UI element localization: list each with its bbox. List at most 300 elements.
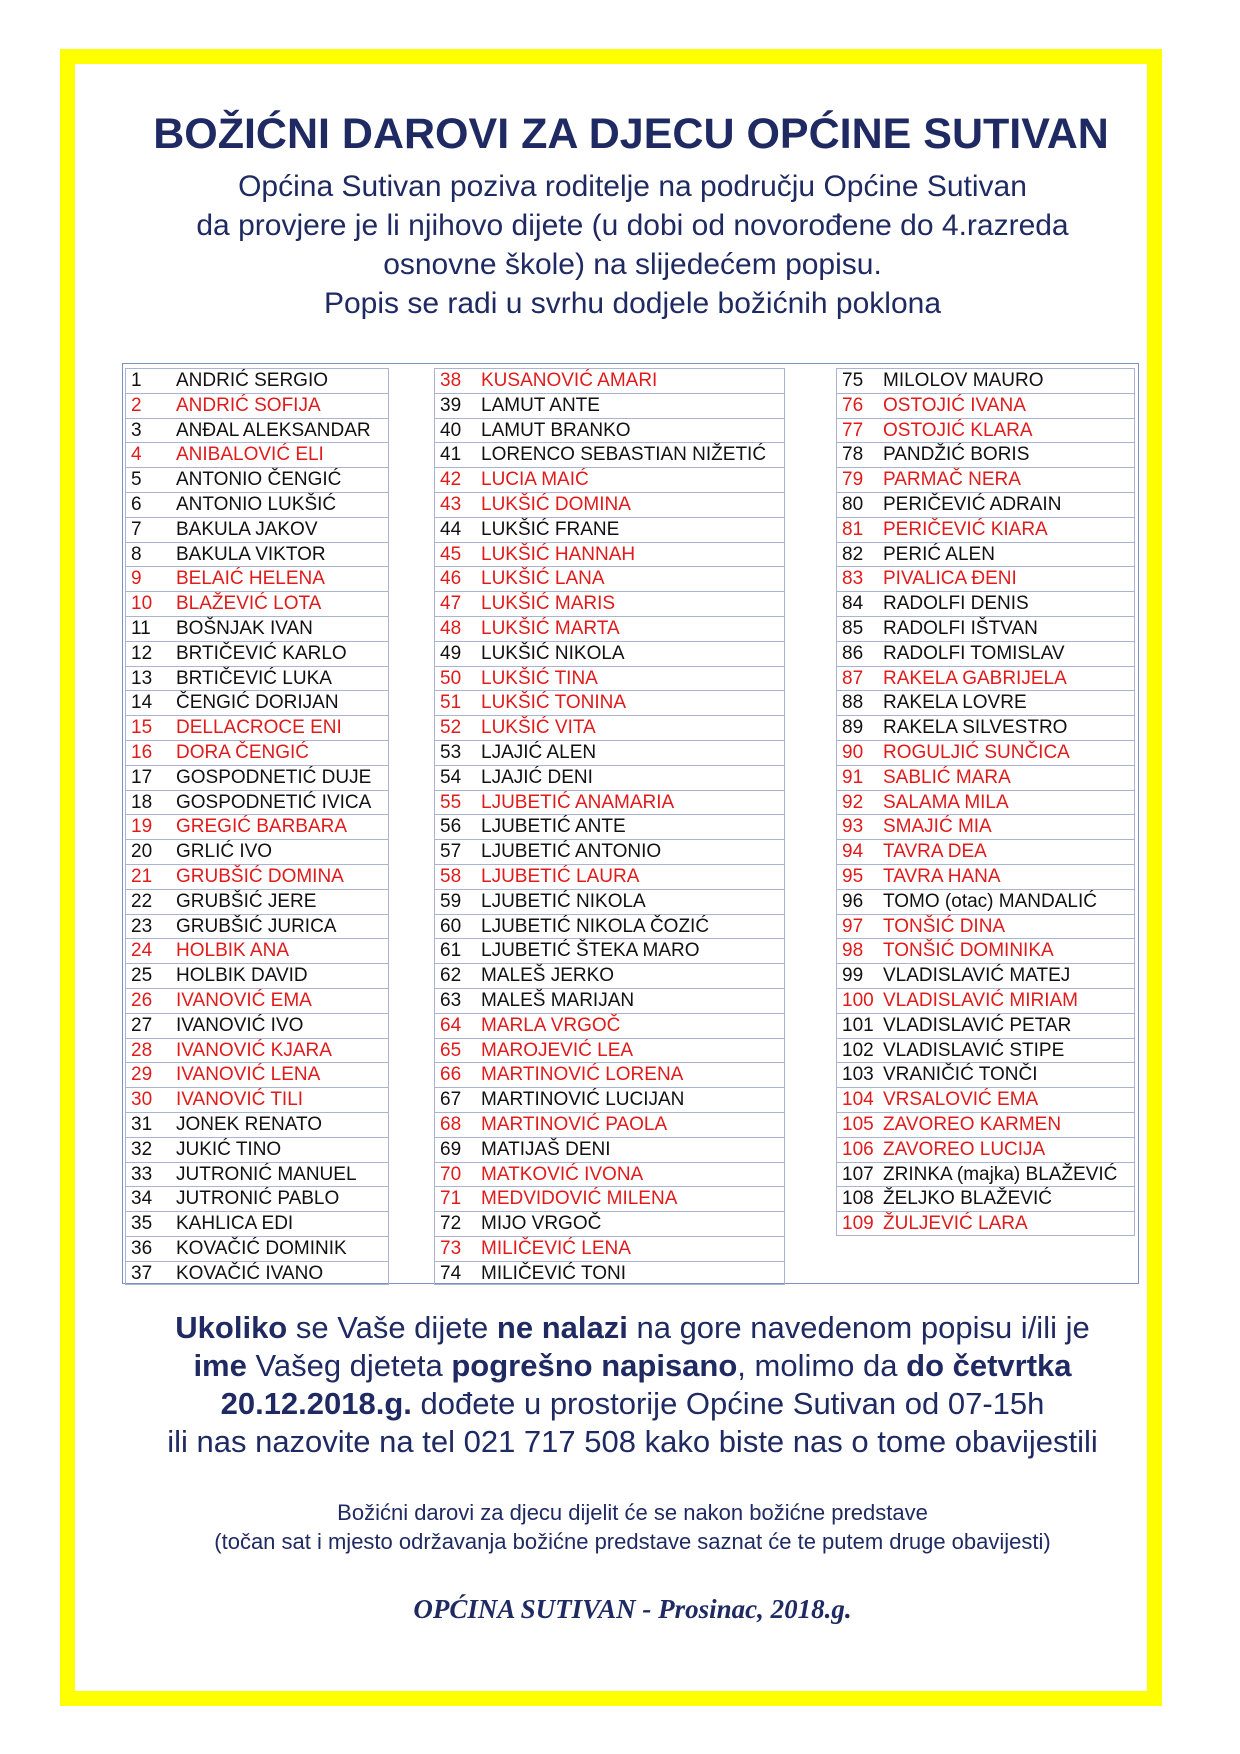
list-item	[836, 666, 1135, 691]
list-item-number: 68	[440, 1113, 462, 1135]
list-item-number: 99	[842, 965, 864, 987]
list-item-number: 36	[131, 1237, 153, 1259]
list-item-number: 38	[440, 370, 462, 391]
list-item-number: 6	[131, 493, 142, 515]
list-item	[125, 914, 389, 939]
list-item-number: 35	[131, 1213, 153, 1235]
list-item-name: ANDRIĆ SOFIJA	[176, 394, 321, 416]
list-item-name: IVANOVIĆ TILI	[176, 1089, 304, 1111]
list-item-name: DORA ČENGIĆ	[176, 741, 310, 763]
list-item-number: 39	[440, 394, 462, 416]
list-item-name: IVANOVIĆ IVO	[176, 1014, 304, 1036]
list-item-name: IVANOVIĆ EMA	[176, 989, 312, 1011]
list-item-name: MILIČEVIĆ LENA	[481, 1237, 631, 1259]
list-item	[434, 1236, 785, 1261]
list-item-number: 91	[842, 766, 864, 788]
list-item-name: JUKIĆ TINO	[176, 1138, 282, 1160]
list-item-name: HOLBIK DAVID	[176, 965, 308, 987]
list-item-number: 17	[131, 766, 153, 788]
footer-signature: OPĆINA SUTIVAN - Prosinac, 2018.g.	[413, 1594, 852, 1624]
list-item-name: ROGULJIĆ SUNČICA	[883, 741, 1070, 763]
list-item-number: 55	[440, 791, 462, 813]
list-item-number: 49	[440, 642, 462, 664]
list-item-number: 2	[131, 394, 142, 416]
list-item-number: 61	[440, 940, 462, 962]
list-item-name: ANTONIO ČENGIĆ	[176, 469, 342, 491]
list-item	[434, 1137, 785, 1162]
list-item-name: MILOLOV MAURO	[883, 370, 1044, 391]
list-item	[434, 566, 785, 591]
list-item-number: 67	[440, 1089, 462, 1111]
list-item	[434, 467, 785, 492]
list-item	[434, 1112, 785, 1137]
list-item	[125, 1137, 389, 1162]
list-item	[125, 839, 389, 864]
info-line-2: (točan sat i mjesto održavanja božićne predstave saznat će te putem druge obavijesti)	[214, 1529, 1051, 1554]
list-item-number: 16	[131, 741, 153, 763]
list-item-name: LORENCO SEBASTIAN NIŽETIĆ	[481, 444, 767, 466]
list-item-number: 11	[131, 617, 151, 639]
list-item-number: 33	[131, 1163, 153, 1185]
list-item	[125, 1013, 389, 1038]
list-item	[434, 1186, 785, 1211]
list-item-number: 77	[842, 419, 864, 441]
list-item-name: GRUBŠIĆ JURICA	[176, 915, 337, 937]
list-item-number: 28	[131, 1039, 153, 1061]
list-item	[434, 914, 785, 939]
list-item	[125, 690, 389, 715]
list-item-number: 74	[440, 1262, 462, 1284]
list-item-number: 66	[440, 1064, 462, 1086]
list-item	[434, 1062, 785, 1087]
list-item-number: 18	[131, 791, 153, 813]
list-item-number: 21	[131, 865, 153, 887]
list-item-name: VLADISLAVIĆ MIRIAM	[883, 989, 1078, 1011]
list-item-name: RAKELA GABRIJELA	[883, 667, 1067, 689]
list-item	[836, 790, 1135, 815]
list-item	[434, 715, 785, 740]
list-item-name: MILIČEVIĆ TONI	[481, 1262, 626, 1284]
list-item-number: 50	[440, 667, 462, 689]
list-item	[125, 418, 389, 443]
list-item	[836, 1186, 1135, 1211]
list-item-name: TOMO (otac) MANDALIĆ	[883, 890, 1097, 912]
notice-line-4: ili nas nazovite na tel 021 717 508 kako biste nas o tome obavijestili	[167, 1424, 1098, 1459]
list-item-number: 80	[842, 493, 864, 515]
list-item-number: 103	[842, 1064, 874, 1086]
list-item-name: LAMUT BRANKO	[481, 419, 631, 441]
list-item-number: 26	[131, 989, 153, 1011]
list-item	[836, 1087, 1135, 1112]
list-item	[434, 790, 785, 815]
list-item	[836, 715, 1135, 740]
list-item-number: 100	[842, 989, 874, 1011]
list-item-name: LJUBETIĆ LAURA	[481, 865, 640, 887]
list-item-number: 75	[842, 370, 864, 391]
list-item-number: 104	[842, 1089, 874, 1111]
list-item	[836, 467, 1135, 492]
list-item-number: 90	[842, 741, 864, 763]
list-item	[125, 1062, 389, 1087]
list-item-number: 27	[131, 1014, 153, 1036]
list-item-name: BRTIČEVIĆ KARLO	[176, 642, 347, 664]
list-item-number: 94	[842, 841, 864, 863]
list-item	[125, 467, 389, 492]
list-item	[836, 864, 1135, 889]
list-item-name: KUSANOVIĆ AMARI	[481, 370, 658, 391]
list-item-name: DELLACROCE ENI	[176, 717, 342, 739]
list-item	[434, 393, 785, 418]
list-item	[836, 740, 1135, 765]
list-item	[836, 591, 1135, 616]
list-item-number: 81	[842, 518, 864, 540]
list-item	[434, 517, 785, 542]
list-item	[125, 641, 389, 666]
list-item	[836, 1162, 1135, 1187]
list-item-number: 87	[842, 667, 864, 689]
list-item-number: 56	[440, 816, 462, 838]
list-item	[125, 666, 389, 691]
list-item-name: MATKOVIĆ IVONA	[481, 1163, 644, 1185]
list-item-number: 9	[131, 568, 142, 590]
list-item	[125, 1236, 389, 1261]
list-item-name: KOVAČIĆ IVANO	[176, 1262, 324, 1284]
list-item-name: GREGIĆ BARBARA	[176, 816, 348, 838]
list-item-name: LUKŠIĆ NIKOLA	[481, 642, 625, 664]
notice-text: , molimo da	[737, 1348, 907, 1383]
notice-bold-ukoliko: Ukoliko	[175, 1310, 288, 1345]
list-item-number: 23	[131, 915, 153, 937]
list-item	[125, 889, 389, 914]
list-item-name: ČENGIĆ DORIJAN	[176, 692, 339, 714]
list-item-name: SABLIĆ MARA	[883, 766, 1011, 788]
list-item	[836, 963, 1135, 988]
list-item-number: 102	[842, 1039, 874, 1061]
list-item-number: 52	[440, 717, 462, 739]
list-item-number: 109	[842, 1213, 874, 1235]
notice-bold-date: 20.12.2018.g.	[220, 1386, 412, 1421]
list-item-name: VRANIČIĆ TONČI	[883, 1064, 1038, 1086]
list-item-number: 64	[440, 1014, 462, 1036]
list-item-name: TAVRA DEA	[883, 841, 987, 863]
list-item-name: LJUBETIĆ NIKOLA ČOZIĆ	[481, 915, 710, 937]
list-item-number: 86	[842, 642, 864, 664]
list-item-name: RADOLFI TOMISLAV	[883, 642, 1065, 664]
list-item	[434, 765, 785, 790]
list-item	[125, 740, 389, 765]
list-item-name: BAKULA JAKOV	[176, 518, 318, 540]
list-item	[836, 1211, 1135, 1236]
list-item-number: 71	[440, 1188, 462, 1210]
list-item	[836, 1062, 1135, 1087]
list-item-name: KOVAČIĆ DOMINIK	[176, 1237, 347, 1259]
notice-text: na gore navedenom popisu i/ili je	[627, 1310, 1090, 1345]
list-item-name: GRUBŠIĆ JERE	[176, 890, 317, 912]
list-item-number: 37	[131, 1262, 153, 1284]
list-item-name: TONŠIĆ DOMINIKA	[883, 940, 1054, 962]
list-item-name: ZAVOREO KARMEN	[883, 1113, 1062, 1135]
list-column-2	[434, 368, 785, 1285]
list-item-name: IVANOVIĆ KJARA	[176, 1039, 332, 1061]
list-item-number: 47	[440, 593, 462, 615]
list-item-name: LJUBETIĆ ANTONIO	[481, 841, 662, 863]
list-item	[125, 1211, 389, 1236]
list-item-name: TONŠIĆ DINA	[883, 915, 1006, 937]
list-item-number: 96	[842, 890, 864, 912]
list-item-number: 69	[440, 1138, 462, 1160]
list-item-name: BELAIĆ HELENA	[176, 568, 325, 590]
list-item-name: SALAMA MILA	[883, 791, 1009, 813]
list-item-name: LUKŠIĆ MARIS	[481, 593, 616, 615]
list-item-number: 65	[440, 1039, 462, 1061]
list-item-number: 60	[440, 915, 462, 937]
list-item	[125, 1162, 389, 1187]
list-item-number: 57	[440, 841, 462, 863]
list-item-name: PANDŽIĆ BORIS	[883, 444, 1030, 466]
list-item-number: 1	[131, 370, 142, 391]
list-item-name: PIVALICA ĐENI	[883, 568, 1017, 590]
list-item-name: LJUBETIĆ ŠTEKA MARO	[481, 940, 700, 962]
list-item-name: MARTINOVIĆ LORENA	[481, 1064, 684, 1086]
list-item	[836, 1137, 1135, 1162]
list-item-number: 3	[131, 419, 142, 441]
list-item-name: GRLIĆ IVO	[176, 841, 273, 863]
list-item-name: ZRINKA (majka) BLAŽEVIĆ	[883, 1163, 1118, 1185]
list-item	[836, 1013, 1135, 1038]
list-item	[434, 988, 785, 1013]
list-item-name: LUKŠIĆ LANA	[481, 568, 605, 590]
info-line-1: Božićni darovi za djecu dijelit će se nakon božićne predstave	[337, 1500, 928, 1525]
list-item-number: 59	[440, 890, 462, 912]
list-item-name: VRSALOVIĆ EMA	[883, 1089, 1039, 1111]
intro-line-3: osnovne škole) na slijedećem popisu.	[383, 248, 882, 281]
list-item-number: 95	[842, 865, 864, 887]
list-item	[434, 1087, 785, 1112]
list-item-number: 82	[842, 543, 864, 565]
list-item	[434, 542, 785, 567]
list-item-number: 83	[842, 568, 864, 590]
list-item	[125, 1112, 389, 1137]
list-item	[836, 393, 1135, 418]
list-item-name: VLADISLAVIĆ PETAR	[883, 1014, 1072, 1036]
list-item-number: 43	[440, 493, 462, 515]
list-item-name: ŽULJEVIĆ LARA	[883, 1213, 1028, 1235]
list-item-name: HOLBIK ANA	[176, 940, 289, 962]
list-item-number: 108	[842, 1188, 874, 1210]
list-item-number: 46	[440, 568, 462, 590]
list-item-number: 98	[842, 940, 864, 962]
list-item	[836, 938, 1135, 963]
list-item	[434, 839, 785, 864]
list-item-name: LJAJIĆ ALEN	[481, 741, 597, 763]
list-item-name: ANIBALOVIĆ ELI	[176, 444, 324, 466]
list-item	[434, 368, 785, 393]
list-item-number: 20	[131, 841, 153, 863]
list-item-number: 31	[131, 1113, 153, 1135]
list-item-number: 58	[440, 865, 462, 887]
list-item-name: LJUBETIĆ ANAMARIA	[481, 791, 675, 813]
list-item-number: 62	[440, 965, 462, 987]
list-item-name: TAVRA HANA	[883, 865, 1001, 887]
list-item	[836, 641, 1135, 666]
list-item-name: PERIĆ ALEN	[883, 543, 995, 565]
list-item-name: ANDRIĆ SERGIO	[176, 370, 329, 391]
list-item-name: JUTRONIĆ PABLO	[176, 1188, 340, 1210]
list-item	[836, 914, 1135, 939]
list-item	[125, 393, 389, 418]
list-item	[434, 1013, 785, 1038]
list-item-number: 88	[842, 692, 864, 714]
page-title: BOŽIĆNI DAROVI ZA DJECU OPĆINE SUTIVAN	[153, 110, 1109, 158]
list-item-name: LUKŠIĆ FRANE	[481, 518, 620, 540]
list-item-number: 19	[131, 816, 153, 838]
list-item	[125, 715, 389, 740]
list-item	[836, 492, 1135, 517]
list-item	[836, 616, 1135, 641]
list-item	[836, 1112, 1135, 1137]
list-item	[125, 591, 389, 616]
list-item	[836, 765, 1135, 790]
list-item-number: 53	[440, 741, 462, 763]
list-item-number: 34	[131, 1188, 153, 1210]
list-item	[434, 1211, 785, 1236]
list-item	[836, 566, 1135, 591]
list-item	[836, 517, 1135, 542]
list-item-name: MARLA VRGOČ	[481, 1014, 621, 1036]
list-item-name: LUKŠIĆ TONINA	[481, 692, 627, 714]
list-item-name: RADOLFI IŠTVAN	[883, 617, 1038, 639]
list-item	[434, 641, 785, 666]
list-item-name: MALEŠ JERKO	[481, 965, 615, 987]
list-item-number: 5	[131, 469, 142, 491]
list-item-number: 70	[440, 1163, 462, 1185]
list-item	[125, 492, 389, 517]
list-item-name: PERIČEVIĆ KIARA	[883, 518, 1048, 540]
list-item	[125, 542, 389, 567]
notice-bold-ime: ime	[193, 1348, 247, 1383]
list-item	[434, 938, 785, 963]
list-item-name: KAHLICA EDI	[176, 1213, 294, 1235]
list-item	[125, 1261, 389, 1286]
list-item-name: MARTINOVIĆ PAOLA	[481, 1113, 668, 1135]
list-item-name: OSTOJIĆ KLARA	[883, 419, 1033, 441]
list-item-name: GOSPODNETIĆ IVICA	[176, 791, 372, 813]
list-item-name: GOSPODNETIĆ DUJE	[176, 766, 372, 788]
list-item	[434, 492, 785, 517]
list-item	[125, 963, 389, 988]
list-item	[125, 1038, 389, 1063]
list-item-number: 89	[842, 717, 864, 739]
list-item-number: 93	[842, 816, 864, 838]
list-item-number: 44	[440, 518, 462, 540]
list-item	[125, 790, 389, 815]
list-item	[434, 740, 785, 765]
list-item-number: 32	[131, 1138, 153, 1160]
list-item-number: 84	[842, 593, 864, 615]
list-item	[434, 418, 785, 443]
list-item-number: 14	[131, 692, 153, 714]
list-item-name: LUKŠIĆ HANNAH	[481, 543, 636, 565]
list-item-name: BLAŽEVIĆ LOTA	[176, 593, 322, 615]
list-item-number: 92	[842, 791, 864, 813]
list-item	[125, 616, 389, 641]
notice-text: se Vaše dijete	[287, 1310, 497, 1345]
list-item-name: SMAJIĆ MIA	[883, 816, 992, 838]
list-item	[434, 616, 785, 641]
list-item-number: 10	[131, 593, 153, 615]
list-item-number: 72	[440, 1213, 462, 1235]
list-item-name: LJUBETIĆ NIKOLA	[481, 890, 646, 912]
list-item-number: 7	[131, 518, 142, 540]
intro-line-1: Općina Sutivan poziva roditelje na području Općine Sutivan	[238, 170, 1027, 203]
list-item-name: JUTRONIĆ MANUEL	[176, 1163, 357, 1185]
notice-bold-ne-nalazi: ne nalazi	[496, 1310, 628, 1345]
list-item-name: LUKŠIĆ TINA	[481, 667, 598, 689]
list-item-name: PARMAČ NERA	[883, 469, 1021, 491]
list-item-name: IVANOVIĆ LENA	[176, 1064, 321, 1086]
list-item-number: 40	[440, 419, 462, 441]
list-item-name: MARTINOVIĆ LUCIJAN	[481, 1089, 685, 1111]
list-item-number: 54	[440, 766, 462, 788]
list-item	[434, 889, 785, 914]
list-item-name: LUKŠIĆ MARTA	[481, 617, 620, 639]
list-item	[125, 517, 389, 542]
list-item-name: LUKŠIĆ VITA	[481, 717, 596, 739]
list-item	[125, 1186, 389, 1211]
list-item-number: 15	[131, 717, 153, 739]
list-item	[434, 864, 785, 889]
list-item	[434, 442, 785, 467]
notice-text: dođete u prostorije Općine Sutivan od 07-15h	[411, 1386, 1045, 1421]
list-item	[836, 368, 1135, 393]
list-item	[125, 765, 389, 790]
notice-text: Vašeg djeteta	[246, 1348, 452, 1383]
list-item	[125, 442, 389, 467]
list-item-name: GRUBŠIĆ DOMINA	[176, 865, 344, 887]
list-item	[836, 814, 1135, 839]
list-item-number: 29	[131, 1064, 153, 1086]
list-item	[836, 418, 1135, 443]
list-item-name: RAKELA SILVESTRO	[883, 717, 1068, 739]
list-item-number: 105	[842, 1113, 874, 1135]
list-item-name: BAKULA VIKTOR	[176, 543, 326, 565]
list-item	[434, 1038, 785, 1063]
list-item	[125, 566, 389, 591]
list-item	[434, 1162, 785, 1187]
list-item	[434, 690, 785, 715]
list-item	[125, 988, 389, 1013]
list-item-number: 13	[131, 667, 153, 689]
list-item-number: 73	[440, 1237, 462, 1259]
list-item-name: ZAVOREO LUCIJA	[883, 1138, 1046, 1160]
list-item-name: BRTIČEVIĆ LUKA	[176, 667, 332, 689]
list-item-number: 30	[131, 1089, 153, 1111]
list-item-number: 107	[842, 1163, 874, 1185]
list-item	[836, 442, 1135, 467]
notice-bold-deadline-day: do četvrtka	[906, 1348, 1072, 1383]
list-item	[836, 542, 1135, 567]
list-item-number: 79	[842, 469, 864, 491]
list-item	[836, 1038, 1135, 1063]
list-item-name: MIJO VRGOČ	[481, 1213, 602, 1235]
list-item-name: LAMUT ANTE	[481, 394, 600, 416]
list-item-number: 78	[842, 444, 864, 466]
list-item	[125, 938, 389, 963]
list-item	[434, 963, 785, 988]
list-item	[836, 690, 1135, 715]
list-item-name: ŽELJKO BLAŽEVIĆ	[883, 1188, 1052, 1210]
list-item-number: 25	[131, 965, 153, 987]
